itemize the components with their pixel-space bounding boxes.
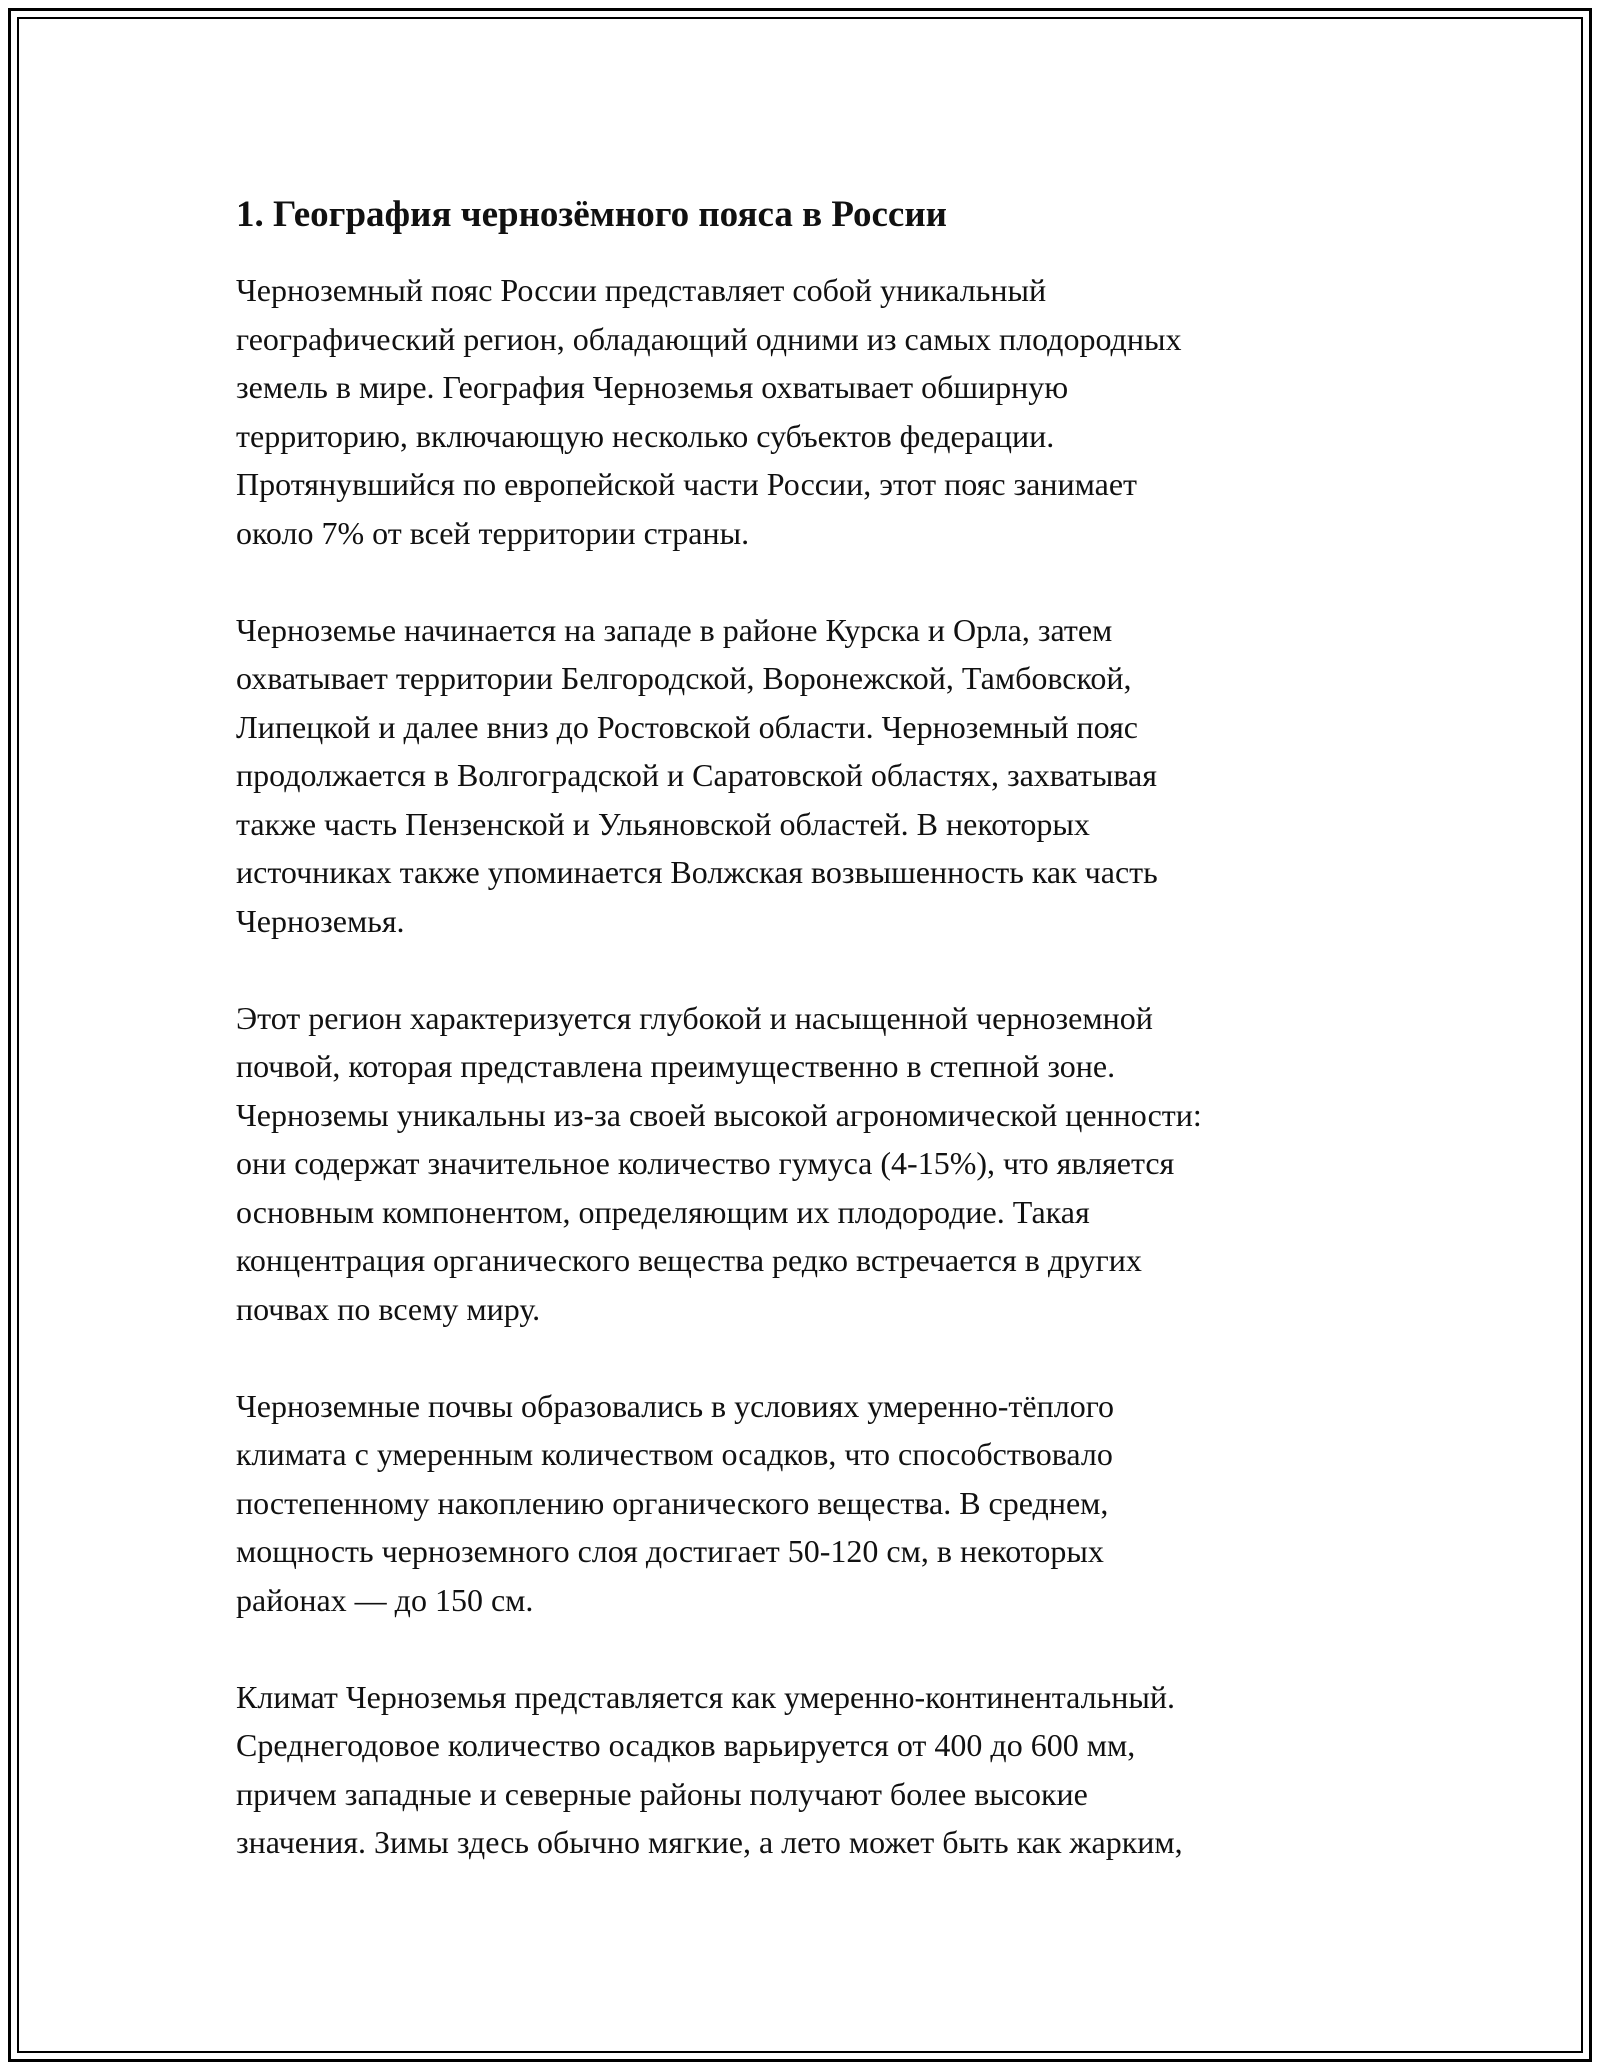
text-line: они содержат значительное количество гумуса (4-15%), что является <box>236 1145 1175 1181</box>
text-line: постепенному накоплению органического вещества. В среднем, <box>236 1484 1109 1521</box>
text-line: причем западные и северные районы получают более высокие <box>236 1775 1088 1812</box>
text-line: земель в мире. География Черноземья охватывает обширную <box>236 369 1069 405</box>
text-line: Этот регион характеризуется глубокой и насыщенной черноземной <box>236 999 1153 1036</box>
text-line: около 7% от всей территории страны. <box>236 514 750 551</box>
paragraph-2 <box>236 606 1366 946</box>
text-line: охватывает территории Белгородской, Воронежской, Тамбовской, <box>236 660 1132 696</box>
paragraph-5 <box>236 1673 1366 1867</box>
section-heading: 1. География чернозёмного пояса в России <box>236 194 947 235</box>
paragraph-4 <box>236 1382 1366 1625</box>
text-line: основным компонентом, определяющим их плодородие. Такая <box>236 1193 1090 1230</box>
text-line: климата с умеренным количеством осадков, что способствовало <box>236 1436 1113 1472</box>
text-line: Черноземье начинается на западе в районе Курска и Орла, затем <box>236 611 1113 648</box>
paragraph-3 <box>236 994 1366 1334</box>
text-line: Среднегодовое количество осадков варьируется от 400 до 600 мм, <box>236 1727 1136 1763</box>
text-line: территорию, включающую несколько субъектов федерации. <box>236 417 1055 454</box>
text-line: Черноземы уникальны из-за своей высокой агрономической ценности: <box>236 1096 1202 1133</box>
text-line: также часть Пензенской и Ульяновской областей. В некоторых <box>236 805 1090 842</box>
text-line: значения. Зимы здесь обычно мягкие, а лето может быть как жарким, <box>236 1824 1183 1860</box>
text-line: Черноземья. <box>236 902 405 939</box>
text-line: концентрация органического вещества редко встречается в других <box>236 1242 1142 1278</box>
text-line: продолжается в Волгоградской и Саратовской областях, захватывая <box>236 757 1157 793</box>
text-line: источниках также упоминается Волжская возвышенность как часть <box>236 854 1158 890</box>
text-line: почвах по всему миру. <box>236 1290 541 1327</box>
paragraph-1 <box>236 266 1366 557</box>
text-line: Протянувшийся по европейской части России, этот пояс занимает <box>236 466 1138 502</box>
text-line: Черноземные почвы образовались в условиях умеренно-тёплого <box>236 1387 1115 1424</box>
text-line: районах — до 150 см. <box>236 1581 534 1618</box>
text-line: мощность черноземного слоя достигает 50-120 см, в некоторых <box>236 1533 1104 1569</box>
text-line: Климат Черноземья представляется как умеренно-континентальный. <box>236 1678 1175 1715</box>
text-line: Липецкой и далее вниз до Ростовской области. Черноземный пояс <box>236 708 1138 745</box>
document-body <box>236 190 1366 1915</box>
text-line: географический регион, обладающий одними из самых плодородных <box>236 320 1182 357</box>
text-line: почвой, которая представлена преимущественно в степной зоне. <box>236 1048 1116 1084</box>
text-line: Черноземный пояс России представляет собой уникальный <box>236 272 1047 308</box>
